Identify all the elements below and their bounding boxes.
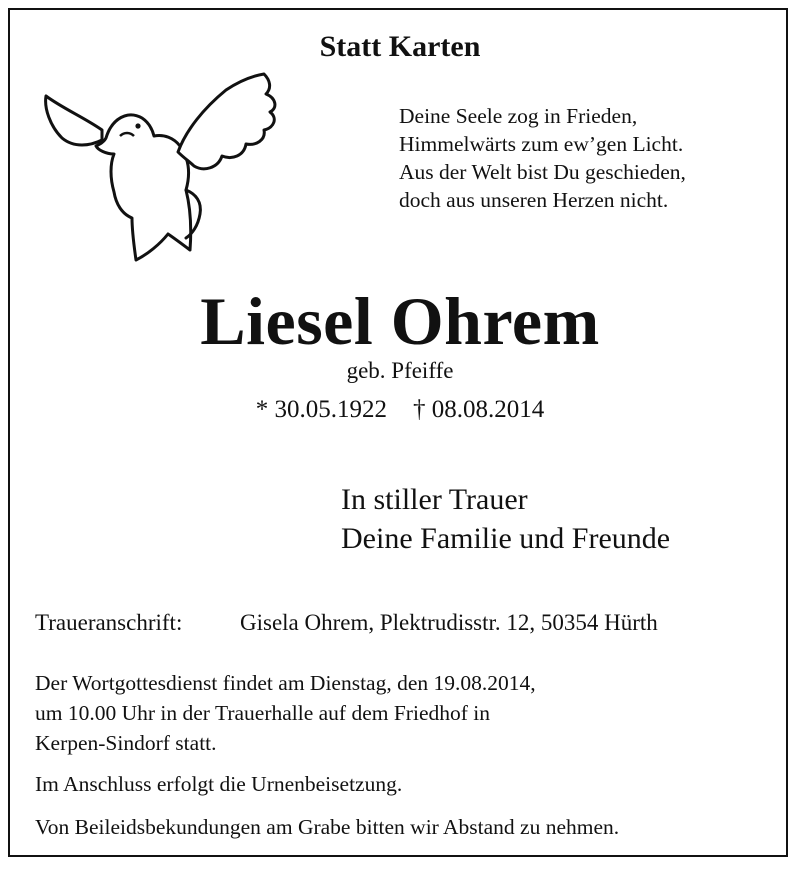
mourners-line: In stiller Trauer (341, 483, 528, 516)
service-info (35, 668, 536, 758)
deceased-name: Liesel Ohrem (200, 283, 600, 359)
mourners-line: Deine Familie und Freunde (341, 522, 671, 555)
poem (399, 102, 686, 214)
inurnment-note: Im Anschluss erfolgt die Urnenbeisetzung. (35, 772, 403, 796)
address-value: Gisela Ohrem, Plektrudisstr. 12, 50354 Hürth (240, 610, 658, 635)
mourning-address (35, 610, 658, 636)
death-date: † 08.08.2014 (413, 396, 545, 423)
poem-line: Himmelwärts zum ew’gen Licht. (399, 132, 684, 156)
service-line: Kerpen-Sindorf statt. (35, 731, 217, 755)
condolence-note: Von Beileidsbekundungen am Grabe bitten wir Abstand zu nehmen. (35, 815, 620, 839)
maiden-name: geb. Pfeiffe (346, 358, 454, 383)
service-line: Der Wortgottesdienst findet am Dienstag, den 19.08.2014, (35, 671, 536, 695)
life-dates (0, 396, 800, 424)
poem-line: Deine Seele zog in Frieden, (399, 104, 638, 128)
notice-header: Statt Karten (319, 30, 481, 63)
poem-line: doch aus unseren Herzen nicht. (399, 188, 669, 212)
service-line: um 10.00 Uhr in der Trauerhalle auf dem Friedhof in (35, 701, 490, 725)
mourners (341, 480, 670, 558)
address-label: Traueranschrift: (35, 610, 183, 635)
dove-icon (40, 68, 286, 268)
poem-line: Aus der Welt bist Du geschieden, (399, 160, 686, 184)
birth-date: * 30.05.1922 (255, 396, 387, 423)
